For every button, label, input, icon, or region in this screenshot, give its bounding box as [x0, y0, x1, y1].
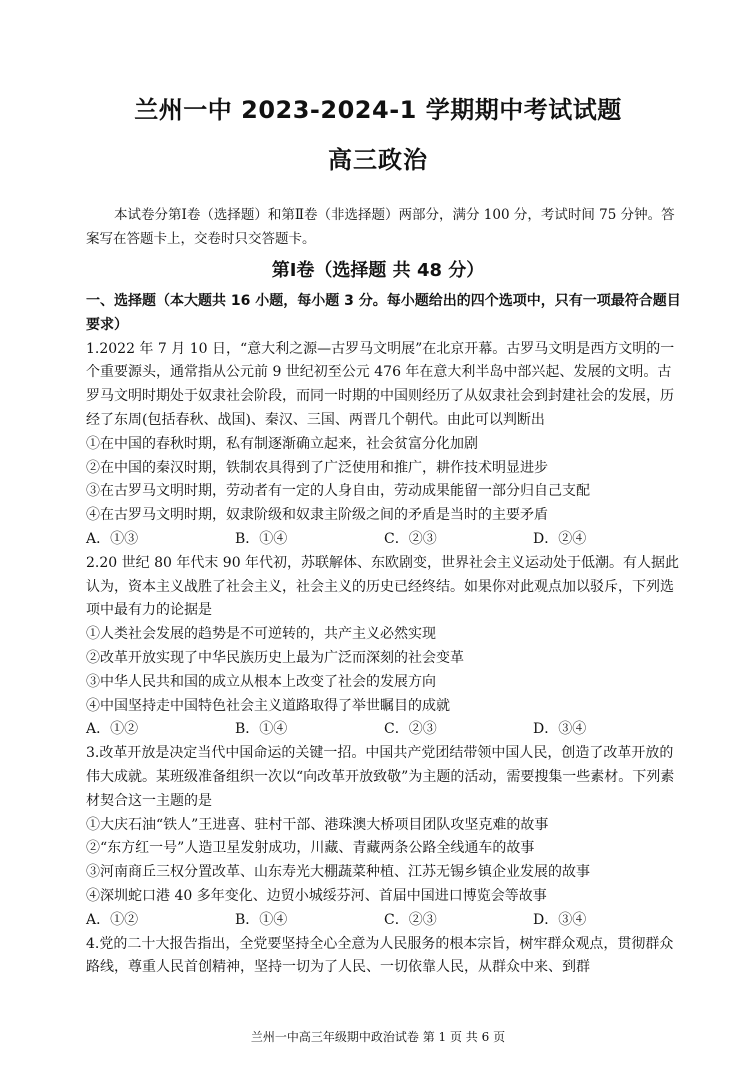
- section-title: 第Ⅰ卷（选择题 共 48 分）: [271, 260, 485, 281]
- option-a: A．①②: [86, 911, 139, 928]
- exam-title: 兰州一中 2023-2024-1 学期期中考试试题: [134, 96, 622, 124]
- question-area: [86, 290, 682, 980]
- statement-item: ④深圳蛇口港 40 多年变化、边贸小城绥芬河、首届中国进口博览会等故事: [86, 887, 547, 904]
- option-d: D．③④: [533, 721, 587, 738]
- option-b: B．①④: [235, 911, 288, 928]
- exam-instructions: 本试卷分第Ⅰ卷（选择题）和第Ⅱ卷（非选择题）两部分，满分 100 分，考试时间 75 分钟。答案写在答题卡上，交卷时只交答题卡。: [86, 207, 675, 247]
- statement-item: ①在中国的春秋时期，私有制逐渐确立起来，社会贫富分化加剧: [86, 435, 478, 452]
- question-3: [86, 742, 682, 932]
- section-instruction: 一、选择题（本大题共 16 小题，每小题 3 分。每小题给出的四个选项中，只有一项最符合题目要求）: [86, 293, 681, 333]
- question-stem: 2.20 世纪 80 年代末 90 年代初，苏联解体、东欧剧变，世界社会主义运动处于低潮。有人据此认为，资本主义战胜了社会主义，社会主义的历史已经终结。如果你对此观点加以驳斥，下列选项中最有力的论据是: [86, 554, 680, 619]
- option-c: C．②③: [384, 530, 437, 547]
- option-d: D．②④: [533, 530, 587, 547]
- question-4: [86, 933, 682, 981]
- option-c: C．②③: [384, 911, 437, 928]
- option-b: B．①④: [235, 721, 288, 738]
- question-1: [86, 338, 682, 552]
- option-b: B．①④: [235, 530, 288, 547]
- statement-item: ①人类社会发展的趋势是不可逆转的，共产主义必然实现: [86, 626, 436, 643]
- statement-item: ④中国坚持走中国特色社会主义道路取得了举世瞩目的成就: [86, 697, 450, 714]
- option-c: C．②③: [384, 721, 437, 738]
- question-2: [86, 552, 682, 742]
- statement-item: ②改革开放实现了中华民族历史上最为广泛而深刻的社会变革: [86, 649, 464, 666]
- statement-item: ①大庆石油“铁人”王进喜、驻村干部、港珠澳大桥项目团队攻坚克难的故事: [86, 816, 549, 833]
- option-d: D．③④: [533, 911, 587, 928]
- answer-options: [86, 909, 682, 933]
- statement-item: ③河南商丘三权分置改革、山东寿光大棚蔬菜种植、江苏无锡乡镇企业发展的故事: [86, 864, 590, 881]
- answer-options: [86, 718, 682, 742]
- statement-item: ④在古罗马文明时期，奴隶阶级和奴隶主阶级之间的矛盾是当时的主要矛盾: [86, 507, 548, 524]
- statement-item: ③在古罗马文明时期，劳动者有一定的人身自由，劳动成果能留一部分归自己支配: [86, 483, 590, 500]
- statement-item: ②在中国的秦汉时期，铁制农具得到了广泛使用和推广，耕作技术明显进步: [86, 459, 548, 476]
- question-stem: 3.改革开放是决定当代中国命运的关键一招。中国共产党团结带领中国人民，创造了改革开放的伟大成就。某班级准备组织一次以“向改革开放致敬”为主题的活动，需要搜集一些素材。下列素材契合这一主题的是: [86, 745, 675, 809]
- subject-title: 高三政治: [328, 146, 428, 174]
- option-a: A．①②: [86, 721, 139, 738]
- question-stem: 1.2022 年 7 月 10 日，“意大利之源—古罗马文明展”在北京开幕。古罗马文明是西方文明的一个重要源头，通常指从公元前 9 世纪初至公元 476 年在意大利半岛中部兴起、发展的文明。古罗马文明时期处于奴隶社会阶段，而同一时期的中国则经历了从奴隶社会到封建社会的发展，历经了东周(包括春秋、战国)、秦汉、三国、两晋几个朝代。由此可以判断出: [86, 340, 675, 428]
- answer-options: [86, 528, 682, 552]
- statement-item: ③中华人民共和国的成立从根本上改变了社会的发展方向: [86, 673, 436, 690]
- question-stem: 4.党的二十大报告指出，全党要坚持全心全意为人民服务的根本宗旨，树牢群众观点，贯彻群众路线，尊重人民首创精神，坚持一切为了人民、一切依靠人民，从群众中来、到群: [86, 935, 674, 976]
- option-a: A．①③: [86, 530, 139, 547]
- statement-item: ②“东方红一号”人造卫星发射成功，川藏、青藏两条公路全线通车的故事: [86, 840, 535, 857]
- page-footer: 兰州一中高三年级期中政治试卷 第 1 页 共 6 页: [250, 1030, 506, 1044]
